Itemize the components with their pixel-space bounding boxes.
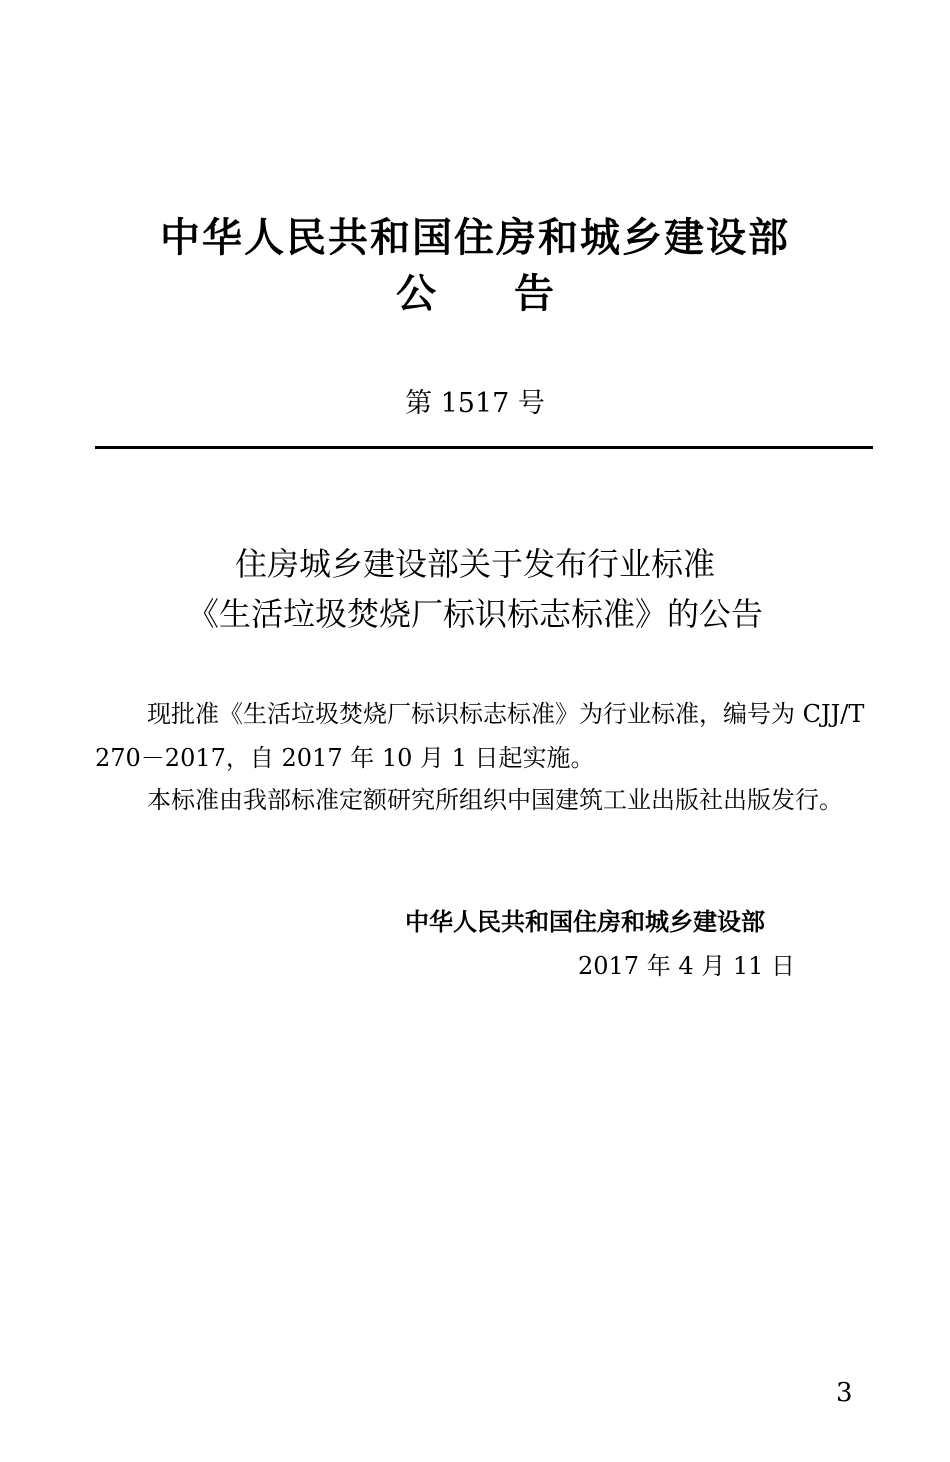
body-paragraph-1 <box>95 692 875 780</box>
horizontal-divider <box>95 446 873 449</box>
page-number: 3 <box>836 1378 853 1408</box>
announcement-number: 第 1517 号 <box>405 388 545 419</box>
body-paragraph-1-text: 现批准《生活垃圾焚烧厂标识标志标准》为行业标准，编号为 CJJ/T 270－2017，自 2017 年 10 月 1 日起实施。 <box>95 700 865 772</box>
body-paragraph-2 <box>95 778 875 822</box>
signature-date: 2017 年 4 月 11 日 <box>578 952 796 980</box>
announcement-heading: 公告 <box>396 271 632 317</box>
body-paragraph-2-text: 本标准由我部标准定额研究所组织中国建筑工业出版社出版发行。 <box>147 786 843 814</box>
signature-organization: 中华人民共和国住房和城乡建设部 <box>405 908 765 936</box>
ministry-title: 中华人民共和国住房和城乡建设部 <box>160 215 790 261</box>
document-title-line-1: 住房城乡建设部关于发布行业标准 <box>234 545 715 583</box>
document-title-line-2: 《生活垃圾焚烧厂标识标志标准》的公告 <box>186 595 763 633</box>
